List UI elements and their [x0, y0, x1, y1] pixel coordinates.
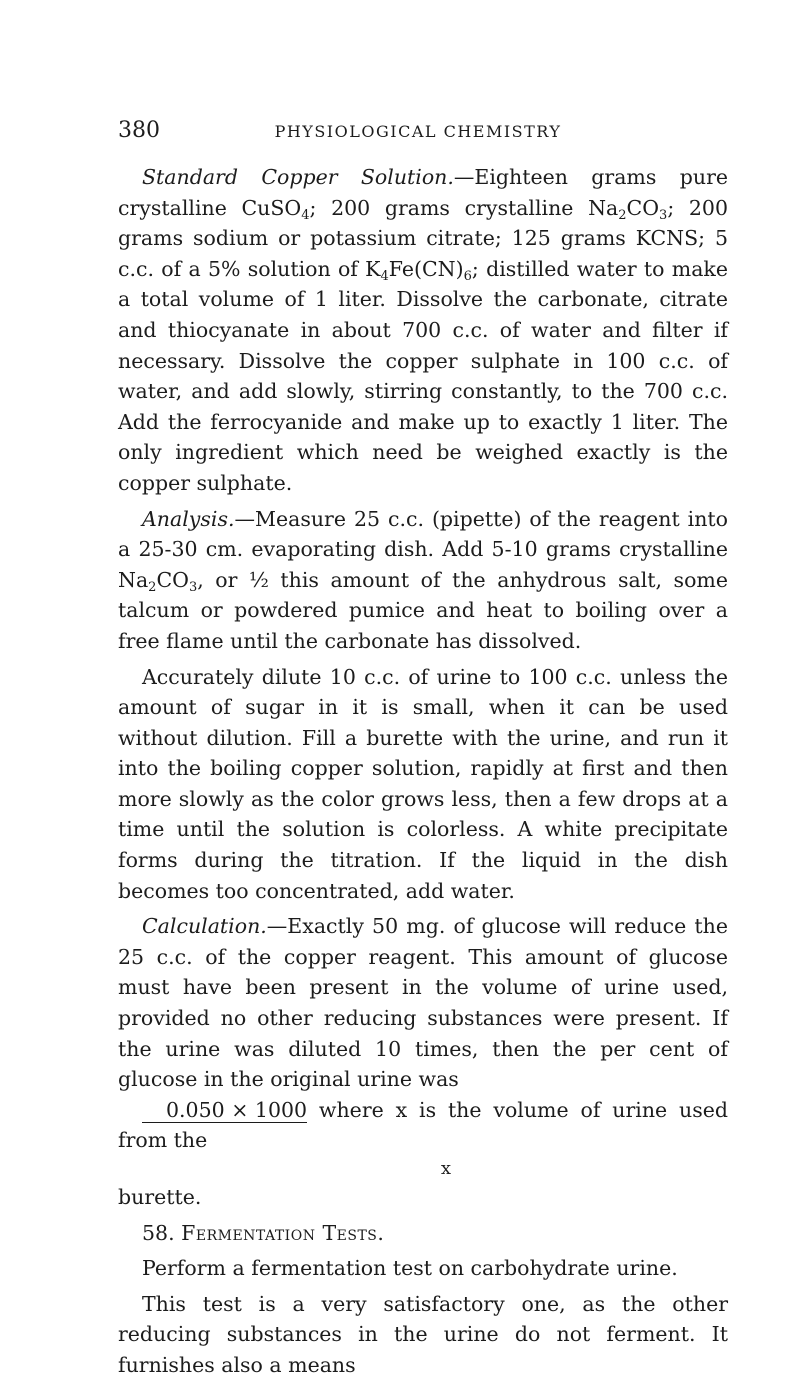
text-run: burette. — [118, 1185, 202, 1209]
text-run: —Exactly 50 mg. of glucose will reduce the 25 c.c. of the copper reagent. This amount of glucose must have been present in the volume of urine used, provided no other reducing substances were present. If the urine was diluted 10 times, then the per cent of glucose in the original urine was — [118, 914, 728, 1092]
text-run: ; 200 grams crystalline Na — [309, 195, 619, 220]
running-head: PHYSIOLOGICAL CHEMISTRY — [274, 122, 562, 141]
text-run: CO — [626, 195, 660, 220]
paragraph-heading: Standard Copper Solution. — [142, 165, 454, 189]
paragraph-fermentation-instruction: Perform a fermentation test on carbohydrate urine. — [142, 1256, 678, 1281]
text-run: ; 200 grams sodium or potassium citrate; 125 grams KCNS; 5 c.c. of a 5% solution of K — [118, 195, 728, 281]
section-number: 58. — [142, 1220, 175, 1245]
section-heading — [118, 1218, 728, 1249]
text-run: Fe(CN) — [388, 256, 464, 281]
text-run: , or ½ this amount of the anhydrous salt, some talcum or powdered pumice and heat to boiling over a free flame until the carbonate has dissolved. — [118, 567, 728, 653]
text-run: —Measure 25 c.c. (pipette) of the reagent into a 25-30 cm. evaporating dish. Add 5-10 grams crystalline Na — [118, 506, 728, 592]
page-header — [118, 118, 718, 148]
text-run: —Eighteen grams pure crystalline CuSO — [118, 165, 728, 220]
text-run: CO — [156, 567, 189, 592]
page-number: 380 — [118, 118, 160, 143]
fraction-numerator: 0.050 × 1000 — [142, 1098, 307, 1123]
paragraph-standard-copper-solution — [118, 162, 728, 499]
subscript: 6 — [463, 268, 472, 284]
subscript: 3 — [659, 207, 668, 223]
text-run: where x is the volume of urine used from the — [118, 1097, 728, 1153]
paragraph-calculation — [118, 911, 728, 1212]
paragraph-heading: Analysis. — [142, 506, 235, 531]
subscript: 2 — [148, 579, 157, 595]
subscript: 3 — [188, 579, 198, 595]
page-body — [118, 162, 728, 1381]
section-title: Fermentation Tests. — [181, 1220, 385, 1245]
paragraph-heading: Calculation. — [142, 914, 267, 939]
fraction-formula — [118, 1095, 307, 1126]
fraction-denominator: x — [440, 1158, 452, 1179]
paragraph-dilution: Accurately dilute 10 c.c. of urine to 100 c.c. unless the amount of sugar in it is small, when it can be used without dilution. Fill a burette with the urine, and run it into the boiling copper solution, rapidly at first and then more slowly as the color grows less, then a few drops at a time until the solution is colorless. A white precipitate forms during the titration. If the liquid in the dish becomes too concentrated, add water. — [118, 664, 728, 903]
paragraph-analysis — [118, 504, 728, 657]
subscript: 4 — [380, 268, 389, 284]
paragraph-fermentation-description: This test is a very satisfactory one, as the other reducing substances in the urine do not ferment. It furnishes also a means — [118, 1291, 728, 1377]
subscript: 4 — [301, 207, 310, 223]
text-run: ; distilled water to make a total volume of 1 liter. Dissolve the carbonate, citrate and thiocyanate in about 700 c.c. of water and filter if necessary. Dissolve the copper sulphate in 100 c.c. of water, and add slowly, stirring constantly, to the 700 c.c. Add the ferrocyanide and make up to exactly 1 liter. The only ingredient which need be weighed exactly is the copper sulphate. — [118, 256, 728, 495]
subscript: 2 — [618, 207, 627, 223]
